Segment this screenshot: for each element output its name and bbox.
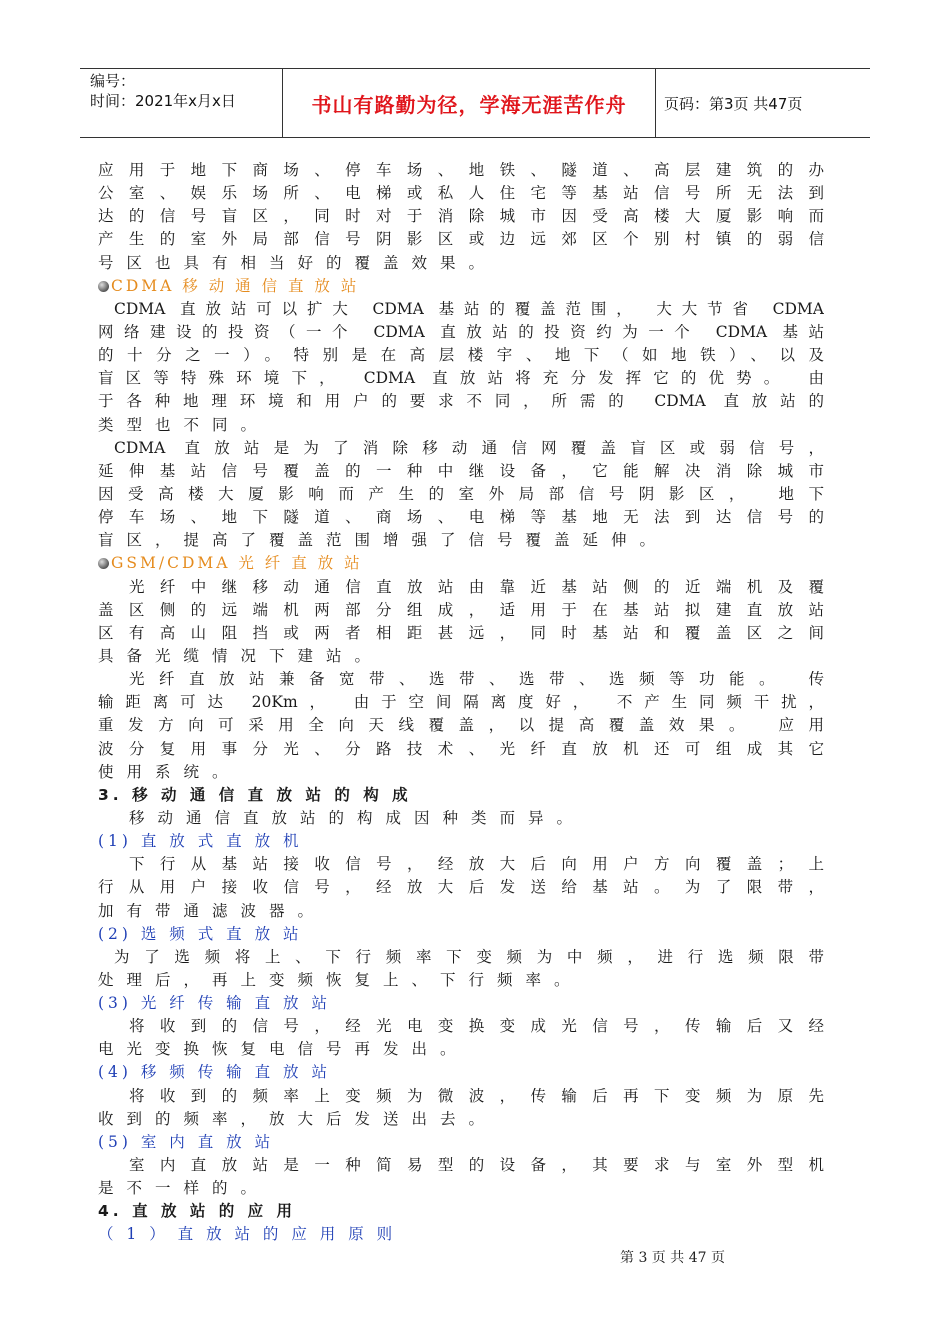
text-line: 盲区等特殊环境下， CDMA 直放站将充分发挥它的优势。 由 [98, 369, 824, 388]
text-line: 输距离可达 20Km， 由于空间隔离度好， 不产生同频干扰， [98, 693, 824, 712]
header-meta [90, 71, 280, 111]
subheading-5: (5) 室 内 直 放 站 [98, 1132, 275, 1151]
doc-number: 编号： [90, 72, 136, 90]
text-line: 光纤直放站兼备宽带、选带、选带、选频等功能。 传 [129, 670, 824, 689]
text-line: 类型也不同。 [98, 415, 270, 434]
header-page-info: 页码：第3页 共47页 [664, 94, 803, 113]
bullet-icon [98, 281, 109, 292]
text-line: 于各种地理环境和用户的要求不同，所需的 CDMA 直放站的 [98, 392, 824, 411]
text-line: 号区也具有相当好的覆盖效果。 [98, 253, 498, 272]
text-line: 电光变换恢复电信号再发出。 [98, 1040, 469, 1059]
section-heading-gsm [98, 552, 824, 575]
text-line: 重发方向可采用全向天线覆盖，以提高覆盖效果。 应用 [98, 716, 824, 735]
page-header [80, 68, 870, 138]
text-line: 移动通信直放站的构成因种类而异。 [129, 808, 586, 827]
text-line: 盖区侧的远端机两部分组成，适用于在基站拟建直放站 [98, 600, 824, 619]
text-line: 光纤中继移动通信直放站由靠近基站侧的近端机及覆 [129, 577, 824, 596]
text-line: 网络建设的投资（一个 CDMA 直放站的投资约为一个 CDMA 基站 [98, 322, 824, 341]
header-divider [655, 69, 656, 137]
heading-text: GSM/CDMA 光 纤 直 放 站 [111, 554, 363, 573]
doc-date: 时间：2021年x月x日 [90, 92, 236, 110]
text-line: 收到的频率，放大后发送出去。 [98, 1109, 498, 1128]
text-line: 达的信号盲区，同时对于消除城市因受高楼大厦影响而 [98, 207, 824, 226]
text-line: 区有高山阻挡或两者相距甚远，同时基站和覆盖区之间 [98, 623, 824, 642]
text-line: 应用于地下商场、停车场、地铁、隧道、高层建筑的办 [98, 161, 824, 179]
bullet-icon [98, 558, 109, 569]
text-line: 加有带通滤波器。 [98, 901, 327, 920]
text-line: CDMA 直放站是为了消除移动通信网覆盖盲区或弱信号， [114, 438, 824, 457]
text-line: 的十分之一）。特别是在高层楼宇、地下（如地铁）、以及 [98, 346, 824, 365]
text-line: 下行从基站接收信号，经放大后向用户方向覆盖；上 [129, 855, 824, 874]
section-heading-3: 3. 移 动 通 信 直 放 站 的 构 成 [98, 785, 412, 804]
subheading-4-1: （ 1 ） 直 放 站 的 应 用 原 则 [98, 1225, 397, 1244]
text-line: 为了选频将上、下行频率下变频为中频，进行选频限带 [114, 947, 824, 966]
text-line: 延伸基站信号覆盖的一种中继设备，它能解决消除城市 [98, 461, 824, 480]
subheading-2: (2) 选 频 式 直 放 站 [98, 924, 303, 943]
text-line: 停车场、地下隧道、商场、电梯等基地无法到达信号的 [98, 508, 824, 527]
text-line: 波分复用事分光、分路技术、光纤直放机还可组成其它 [98, 739, 824, 758]
text-line: 因受高楼大厦影响而产生的室外局部信号阴影区， 地下 [98, 484, 824, 503]
text-line: 是不一样的。 [98, 1179, 270, 1198]
text-line: 处理后，再上变频恢复上、下行频率。 [98, 970, 583, 989]
subheading-1: (1) 直 放 式 直 放 机 [98, 832, 303, 851]
text-line: 将收到的信号，经光电变换变成光信号，传输后又经 [129, 1017, 824, 1036]
subheading-3: (3) 光 纤 传 输 直 放 站 [98, 994, 331, 1013]
page-footer: 第 3 页 共 47 页 [620, 1250, 725, 1266]
text-line: 室内直放站是一种简易型的设备，其要求与室外型机 [129, 1156, 824, 1175]
heading-text: CDMA 移 动 通 信 直 放 站 [111, 276, 360, 295]
text-line: 具备光缆情况下建站。 [98, 646, 384, 665]
section-heading-4: 4. 直 放 站 的 应 用 [98, 1202, 297, 1221]
section-heading-cdma [98, 275, 824, 298]
text-line: CDMA 直放站可以扩大 CDMA 基站的覆盖范围， 大大节省 CDMA [114, 299, 824, 318]
text-line: 产生的室外局部信号阴影区或边远郊区个别村镇的弱信 [98, 230, 824, 249]
text-line: 盲区，提高了覆盖范围增强了信号覆盖延伸。 [98, 531, 669, 550]
subheading-4: (4) 移 频 传 输 直 放 站 [98, 1063, 331, 1082]
text-line: 使用系统。 [98, 762, 241, 781]
document-body [98, 159, 824, 1247]
text-line: 行从用户接收信号，经放大后发送给基站。为了限带， [98, 878, 824, 897]
text-line: 将收到的频率上变频为微波，传输后再下变频为原先 [129, 1086, 824, 1105]
header-motto: 书山有路勤为径，学海无涯苦作舟 [311, 92, 627, 117]
text-line: 公室、娱乐场所、电梯或私人住宅等基站信号所无法到 [98, 184, 824, 203]
